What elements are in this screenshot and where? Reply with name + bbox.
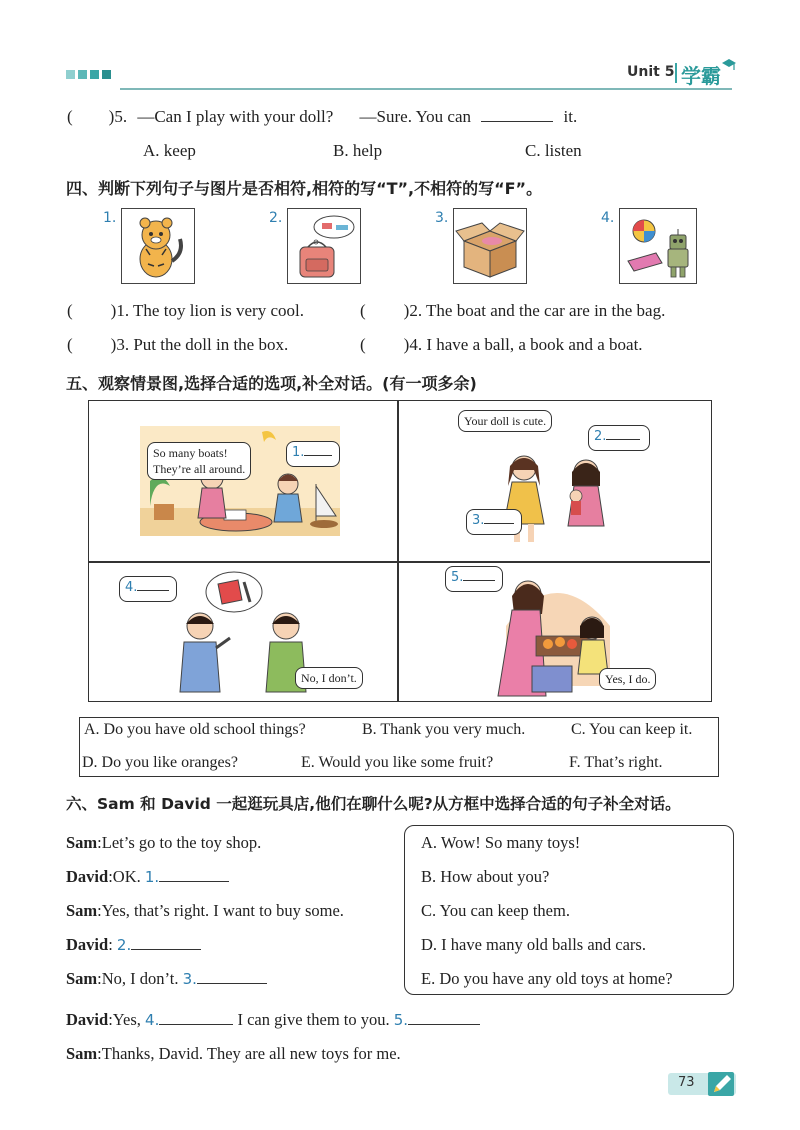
s5-option-b[interactable]: B. Thank you very much. (362, 721, 526, 738)
s4-item-3: ( )3. Put the doll in the box. (67, 335, 289, 354)
q5-option-c[interactable]: C. listen (525, 141, 582, 160)
s6-option-c[interactable]: C. You can keep them. (421, 901, 570, 920)
q5-blank[interactable] (481, 106, 553, 122)
dialogue-line-1: Sam:Let’s go to the toy shop. (66, 833, 262, 852)
s4-item-4: ( )4. I have a ball, a book and a boat. (360, 335, 643, 354)
dialogue-line-7: Sam:Thanks, David. They are all new toys for me. (66, 1044, 401, 1063)
panel1-bubble (147, 442, 251, 480)
header-unit: Unit 5 (627, 64, 675, 80)
dialogue-blank-3[interactable] (197, 968, 267, 984)
s6-option-d[interactable]: D. I have many old balls and cars. (421, 935, 646, 954)
panel3-blank-bubble: 3. (466, 509, 522, 535)
panel4-blank[interactable] (137, 579, 169, 591)
section6-title: 六、Sam 和 David 一起逛玩具店,他们在聊什么呢?从方框中选择合适的句子补全对话。 (66, 795, 681, 813)
panel1-blank-bubble: 1. (286, 441, 340, 467)
dialogue-line-6: David:Yes, 4. I can give them to you. 5. (66, 1009, 480, 1031)
ball-book-robot-icon (620, 209, 696, 283)
header-squares (66, 70, 114, 80)
pic3-box (453, 208, 527, 284)
header-rule (120, 88, 732, 90)
s5-option-a[interactable]: A. Do you have old school things? (84, 721, 306, 738)
panel2-blank[interactable] (606, 428, 640, 440)
pencil-icon (708, 1072, 734, 1096)
pic1-tiger (121, 208, 195, 284)
pic3-number: 3. (435, 210, 449, 226)
panel2-bubble: Your doll is cute. (458, 410, 552, 432)
q5-option-a[interactable]: A. keep (143, 141, 196, 160)
s6-option-e[interactable]: E. Do you have any old toys at home? (421, 969, 673, 988)
s4-item-2: ( )2. The boat and the car are in the bag. (360, 301, 666, 320)
dialogue-blank-1[interactable] (159, 866, 229, 882)
box-icon (454, 209, 526, 283)
schoolbag-icon (288, 209, 360, 283)
dialogue-blank-2[interactable] (131, 934, 201, 950)
dialogue-line-5: Sam:No, I don’t. 3. (66, 968, 267, 990)
dialogue-line-2: David:OK. 1. (66, 866, 229, 888)
pic4-toys (619, 208, 697, 284)
panel5-scene (486, 566, 616, 700)
panel4-blank-bubble: 4. (119, 576, 177, 602)
s5-option-f[interactable]: F. That’s right. (569, 754, 663, 771)
panel1-blank[interactable] (304, 444, 332, 456)
page-number: 73 (678, 1075, 695, 1090)
pic4-number: 4. (601, 210, 615, 226)
pic2-number: 2. (269, 210, 283, 226)
dialogue-line-4: David: 2. (66, 934, 201, 956)
header-brand: 学霸 (681, 64, 721, 88)
s5-option-d[interactable]: D. Do you like oranges? (82, 754, 238, 771)
panel3-blank[interactable] (484, 512, 514, 524)
tiger-icon (122, 209, 194, 283)
panel1-bubble-line1: So many boats! (153, 446, 228, 460)
q5-option-b[interactable]: B. help (333, 141, 383, 160)
panel2-blank-bubble: 2. (588, 425, 650, 451)
pic1-number: 1. (103, 210, 117, 226)
panel5-blank-bubble: 5. (445, 566, 503, 592)
s6-option-a[interactable]: A. Wow! So many toys! (421, 833, 581, 852)
panel4-reply-bubble: No, I don’t. (295, 667, 363, 689)
header-divider (675, 63, 677, 83)
s5-option-c[interactable]: C. You can keep it. (571, 721, 693, 738)
dialogue-blank-5[interactable] (408, 1009, 480, 1025)
s6-option-b[interactable]: B. How about you? (421, 867, 550, 886)
s4-item-1: ( )1. The toy lion is very cool. (67, 301, 304, 320)
s5-option-e[interactable]: E. Would you like some fruit? (301, 754, 494, 771)
pic2-bag (287, 208, 361, 284)
panel5-reply-bubble: Yes, I do. (599, 668, 656, 690)
mother-fruit-scene (486, 566, 616, 700)
panel5-blank[interactable] (463, 569, 495, 581)
mortarboard-icon (722, 58, 736, 72)
dialogue-blank-4[interactable] (159, 1009, 233, 1025)
dialogue-line-3: Sam:Yes, that’s right. I want to buy some. (66, 901, 344, 920)
panel1-bubble-line2: They’re all around. (153, 462, 246, 476)
section5-title: 五、观察情景图,选择合适的选项,补全对话。(有一项多余) (66, 374, 477, 393)
q5-line: ( )5. —Can I play with your doll? —Sure. You can it. (67, 107, 578, 126)
section4-title: 四、判断下列句子与图片是否相符,相符的写“T”,不相符的写“F”。 (66, 179, 543, 198)
